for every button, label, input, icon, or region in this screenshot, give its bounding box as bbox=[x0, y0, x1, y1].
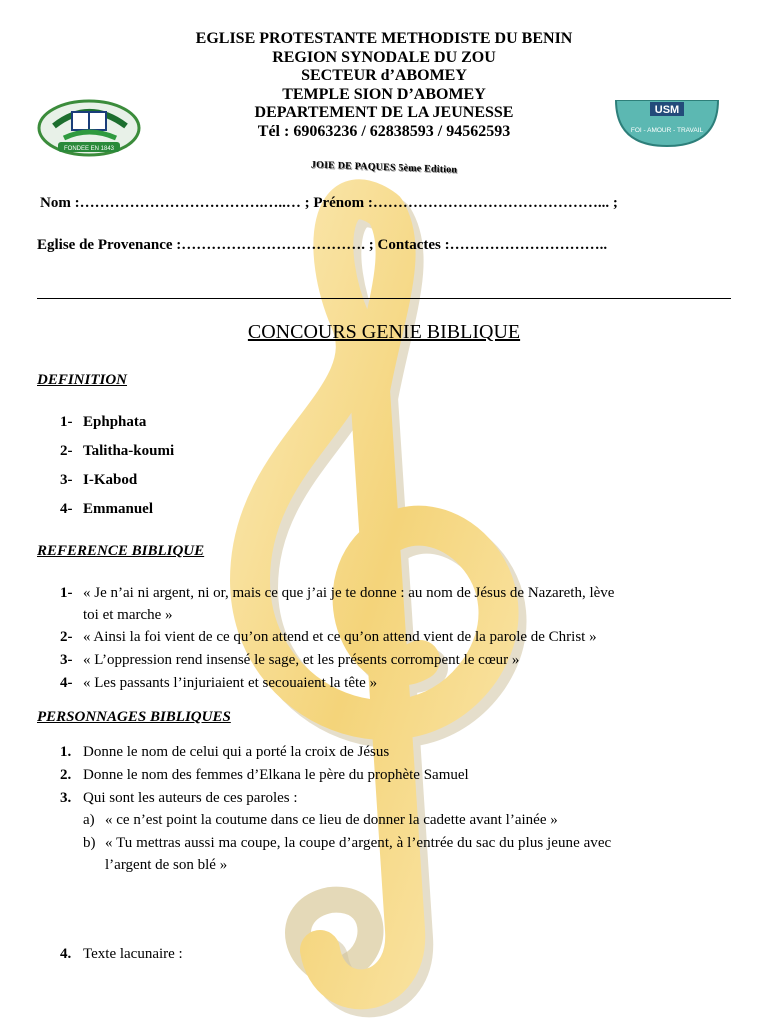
reference-item: 2- « Ainsi la foi vient de ce qu’on attend et ce qu’on attend vient de la parole de Christ » bbox=[60, 629, 597, 645]
edition-label: JOIE DE PAQUES 5ème Edition bbox=[310, 159, 458, 176]
usm-logo bbox=[614, 100, 720, 148]
header-line-1: EGLISE PROTESTANTE METHODISTE DU BENIN bbox=[195, 30, 573, 47]
methodist-church-logo bbox=[34, 98, 144, 158]
reference-heading: REFERENCE BIBLIQUE bbox=[37, 543, 205, 559]
personnages-item: 2. Donne le nom des femmes d’Elkana le père du prophète Samuel bbox=[60, 767, 469, 783]
header-line-3: SECTEUR d’ABOMEY bbox=[301, 67, 467, 84]
header-line-4: TEMPLE SION D’ABOMEY bbox=[282, 85, 486, 103]
header-line-2: REGION SYNODALE DU ZOU bbox=[272, 48, 496, 66]
logo-left-caption: FONDEE EN 1843 bbox=[63, 146, 115, 152]
personnages-item: 4. Texte lacunaire : bbox=[60, 946, 183, 962]
definition-item: 1- Ephphata bbox=[60, 414, 147, 430]
reference-item: 3- « L’oppression rend insensé le sage, et les présents corrompent le cœur » bbox=[60, 652, 520, 668]
definition-heading: DEFINITION bbox=[37, 372, 128, 388]
definition-item: 3- I-Kabod bbox=[60, 472, 138, 488]
header-phone-line: Tél : 69063236 / 62838593 / 94562593 bbox=[257, 122, 511, 140]
personnages-subitem: a) « ce n’est point la coutume dans ce lieu de donner la cadette avant l’ainée » bbox=[83, 812, 558, 828]
page-title-text: CONCOURS GENIE BIBLIQUE bbox=[247, 321, 521, 343]
reference-item: 1- « Je n’ai ni argent, ni or, mais ce que j’ai je te donne : au nom de Jésus de Nazareth, lève bbox=[60, 585, 615, 601]
definition-item: 4- Emmanuel bbox=[60, 501, 154, 517]
separator-line bbox=[37, 298, 731, 299]
definition-item: 2- Talitha-koumi bbox=[60, 443, 175, 459]
personnages-item: 3. Qui sont les auteurs de ces paroles : bbox=[60, 790, 298, 806]
personnages-subitem: b) « Tu mettras aussi ma coupe, la coupe d’argent, à l’entrée du sac du plus jeune avec bbox=[83, 835, 612, 851]
name-field-line: Nom :……………………………….…..… ; Prénom :………………………………………... ; bbox=[40, 195, 618, 211]
page-title bbox=[0, 321, 768, 344]
logo-right-motto: FOI - AMOUR - TRAVAIL bbox=[630, 127, 704, 134]
reference-item-continuation: toi et marche » bbox=[83, 607, 173, 623]
header-line-5: DEPARTEMENT DE LA JEUNESSE bbox=[254, 104, 514, 121]
church-contact-field-line: Eglise de Provenance :………………………………. ; Contactes :………………………….. bbox=[37, 237, 608, 253]
logo-right-initials: USM bbox=[654, 104, 680, 116]
personnages-subitem-continuation: l’argent de son blé » bbox=[105, 857, 228, 873]
personnages-item: 1. Donne le nom de celui qui a porté la croix de Jésus bbox=[60, 744, 390, 760]
reference-item: 4- « Les passants l’injuriaient et secouaient la tête » bbox=[60, 675, 378, 691]
personnages-heading: PERSONNAGES BIBLIQUES bbox=[37, 709, 231, 725]
